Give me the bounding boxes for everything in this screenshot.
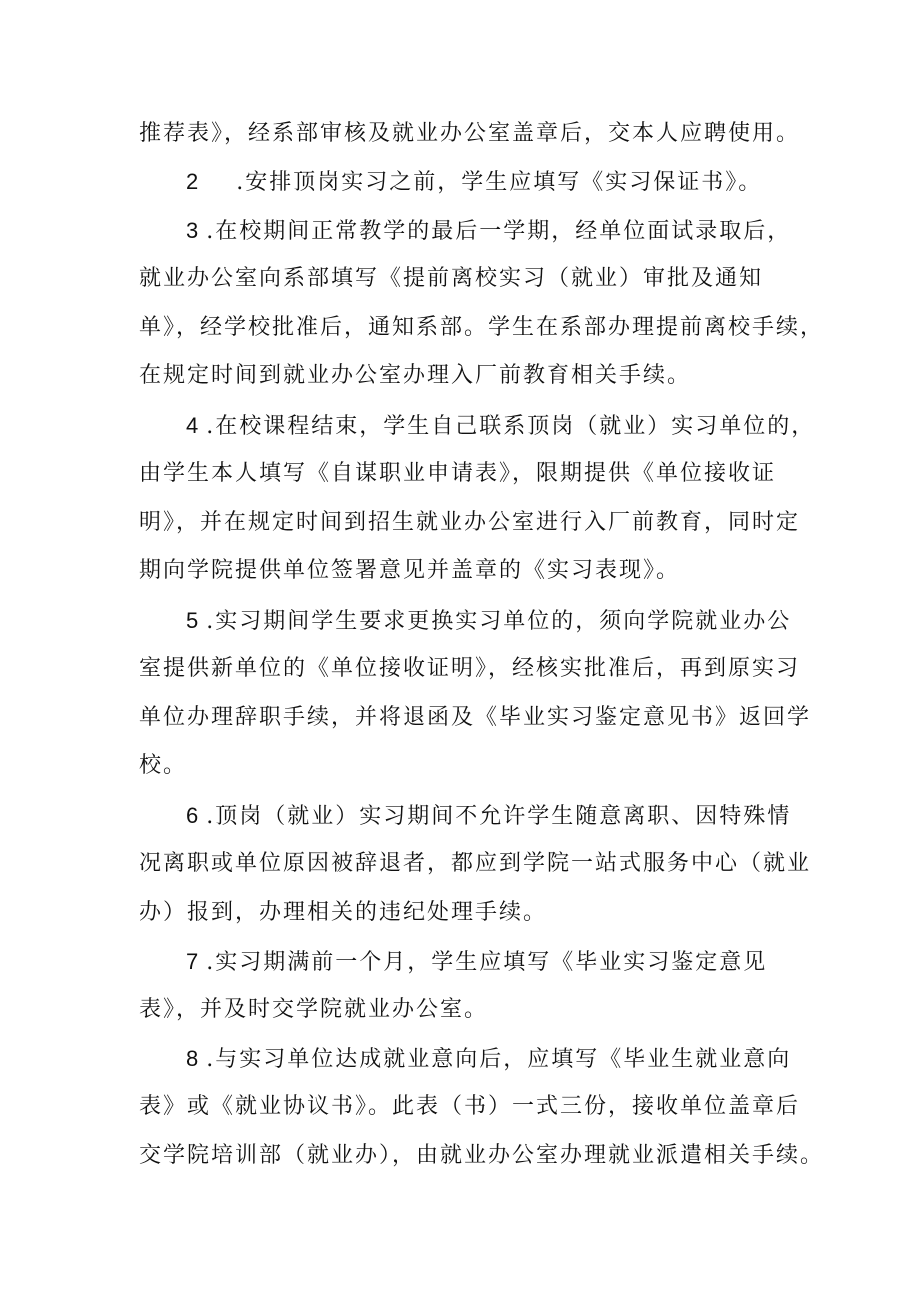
- body-line: 单位办理辞职手续，并将退函及《毕业实习鉴定意见书》返回学: [139, 705, 812, 730]
- body-line: 期向学院提供单位签署意见并盖章的《实习表现》。: [139, 558, 681, 583]
- item-text: .实习期间学生要求更换实习单位的，须向学院就业办公: [206, 609, 792, 634]
- list-item-5-line-1: [186, 603, 920, 639]
- item-text: .顶岗（就业）实习期间不允许学生随意离职、因特殊情: [206, 804, 792, 829]
- item-number: 5: [186, 608, 201, 633]
- item-text: .安排顶岗实习之前，学生应填写《实习保证书》。: [236, 170, 763, 195]
- body-line: 况离职或单位原因被辞退者，都应到学院一站式服务中心（就业: [139, 851, 812, 876]
- body-line: 室提供新单位的《单位接收证明》，经核实批准后，再到原实习: [139, 656, 801, 681]
- list-item-8-line-1: [186, 1041, 920, 1077]
- item-number: 4: [186, 413, 201, 438]
- body-line: 就业办公室向系部填写《提前离校实习（就业）审批及通知: [139, 266, 764, 291]
- list-item-2-line-1: [186, 164, 920, 200]
- item-number: 3: [186, 218, 201, 243]
- item-text: .实习期满前一个月，学生应填写《毕业实习鉴定意见: [206, 950, 768, 975]
- body-line: 校。: [139, 753, 188, 778]
- item-text: .与实习单位达成就业意向后，应填写《毕业生就业意向: [206, 1047, 792, 1072]
- body-line: 表》，并及时交学院就业办公室。: [139, 997, 489, 1022]
- item-text: .在校期间正常教学的最后一学期，经单位面试录取后，: [206, 219, 792, 244]
- body-line: 办）报到，办理相关的违纪处理手续。: [139, 900, 548, 925]
- body-line: 单》，经学校批准后，通知系部。学生在系部办理提前离校手续，: [139, 315, 825, 340]
- body-line: 交学院培训部（就业办），由就业办公室办理就业派遣相关手续。: [139, 1143, 825, 1168]
- list-item-4-line-1: [186, 408, 920, 444]
- body-line: 明》，并在规定时间到招生就业办公室进行入厂前教育，同时定: [139, 510, 801, 535]
- list-item-3-line-1: [186, 213, 920, 249]
- item-number: 6: [186, 803, 201, 828]
- item-text: .在校课程结束，学生自己联系顶岗（就业）实习单位的，: [206, 414, 816, 439]
- body-line: 由学生本人填写《自谋职业申请表》，限期提供《单位接收证: [139, 461, 777, 486]
- list-item-6-line-1: [186, 798, 920, 834]
- body-line: 在规定时间到就业办公室办理入厂前教育相关手续。: [139, 363, 692, 388]
- item-number: 7: [186, 949, 201, 974]
- list-item-7-line-1: [186, 944, 920, 980]
- item-number: 2: [186, 169, 201, 194]
- body-line: 推荐表》，经系部审核及就业办公室盖章后，交本人应聘使用。: [139, 121, 801, 146]
- body-line: 表》或《就业协议书》。此表（书）一式三份，接收单位盖章后: [139, 1094, 801, 1119]
- item-number: 8: [186, 1046, 201, 1071]
